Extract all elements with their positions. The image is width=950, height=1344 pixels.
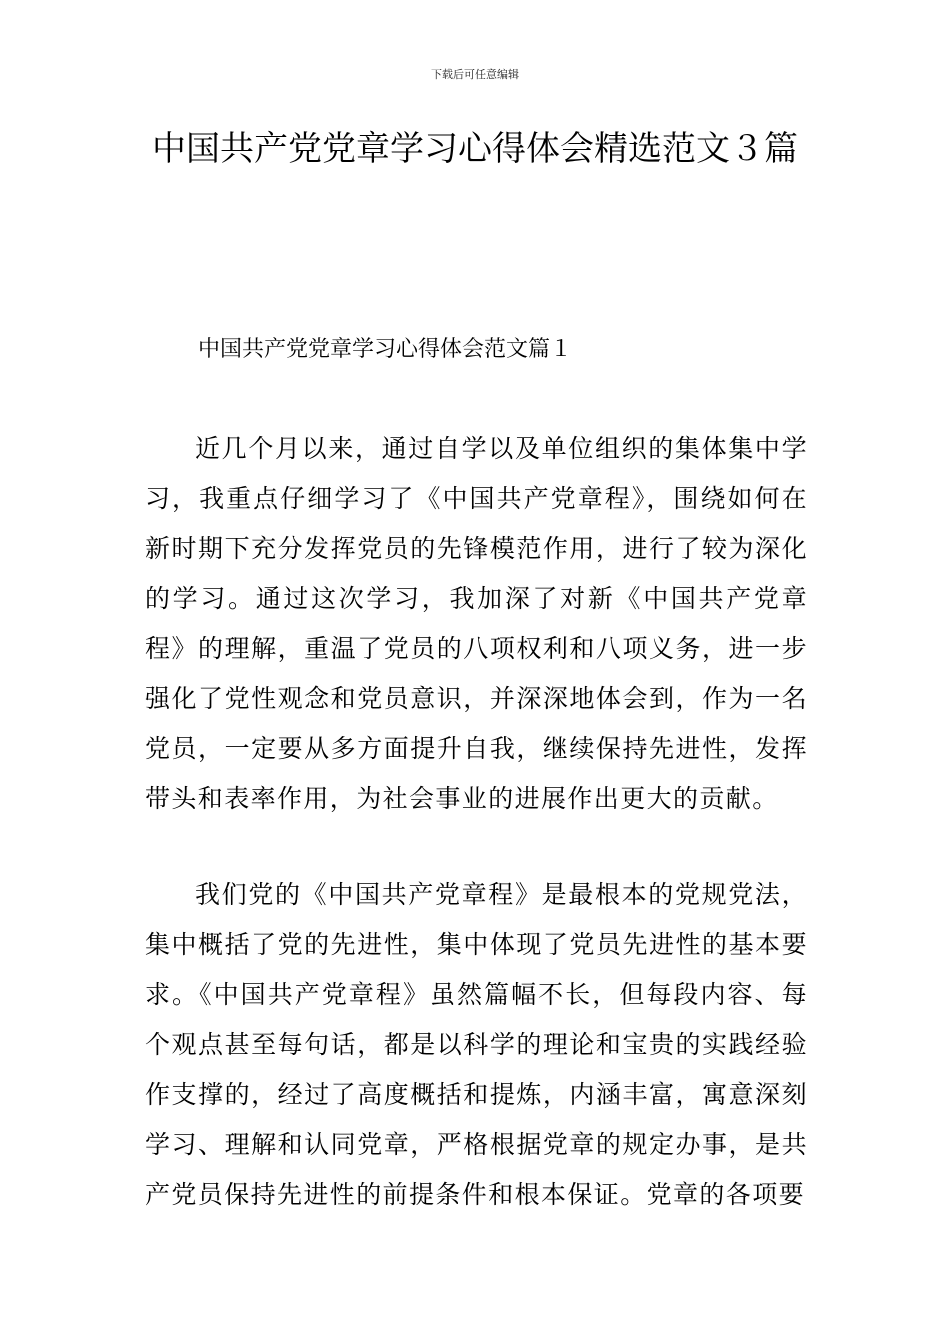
- body-paragraph-2: 我们党的《中国共产党章程》是最根本的党规党法，集中概括了党的先进性，集中体现了党员先进性的基本要求。《中国共产党章程》虽然篇幅不长，但每段内容、每个观点甚至每句话，都是以科学的理论和宝贵的实践经验作支撑的，经过了高度概括和提炼，内涵丰富，寓意深刻学习、理解和认同党章，严格根据党章的规定办事，是共产党员保持先进性的前提条件和根本保证。党章的各项要: [145, 880, 808, 1209]
- body-paragraph-1: 近几个月以来，通过自学以及单位组织的集体集中学习，我重点仔细学习了《中国共产党章程》，围绕如何在新时期下充分发挥党员的先锋模范作用，进行了较为深化的学习。通过这次学习，我加深了对新《中国共产党章程》的理解，重温了党员的八项权利和八项义务，进一步强化了党性观念和党员意识，并深深地体会到，作为一名党员，一定要从多方面提升自我，继续保持先进性，发挥带头和表率作用，为社会事业的进展作出更大的贡献。: [145, 434, 808, 813]
- header-note: 下载后可任意编辑: [431, 68, 519, 81]
- section-heading: 中国共产党党章学习心得体会范文篇１: [198, 337, 573, 362]
- document-title: 中国共产党党章学习心得体会精选范文３篇: [152, 129, 798, 169]
